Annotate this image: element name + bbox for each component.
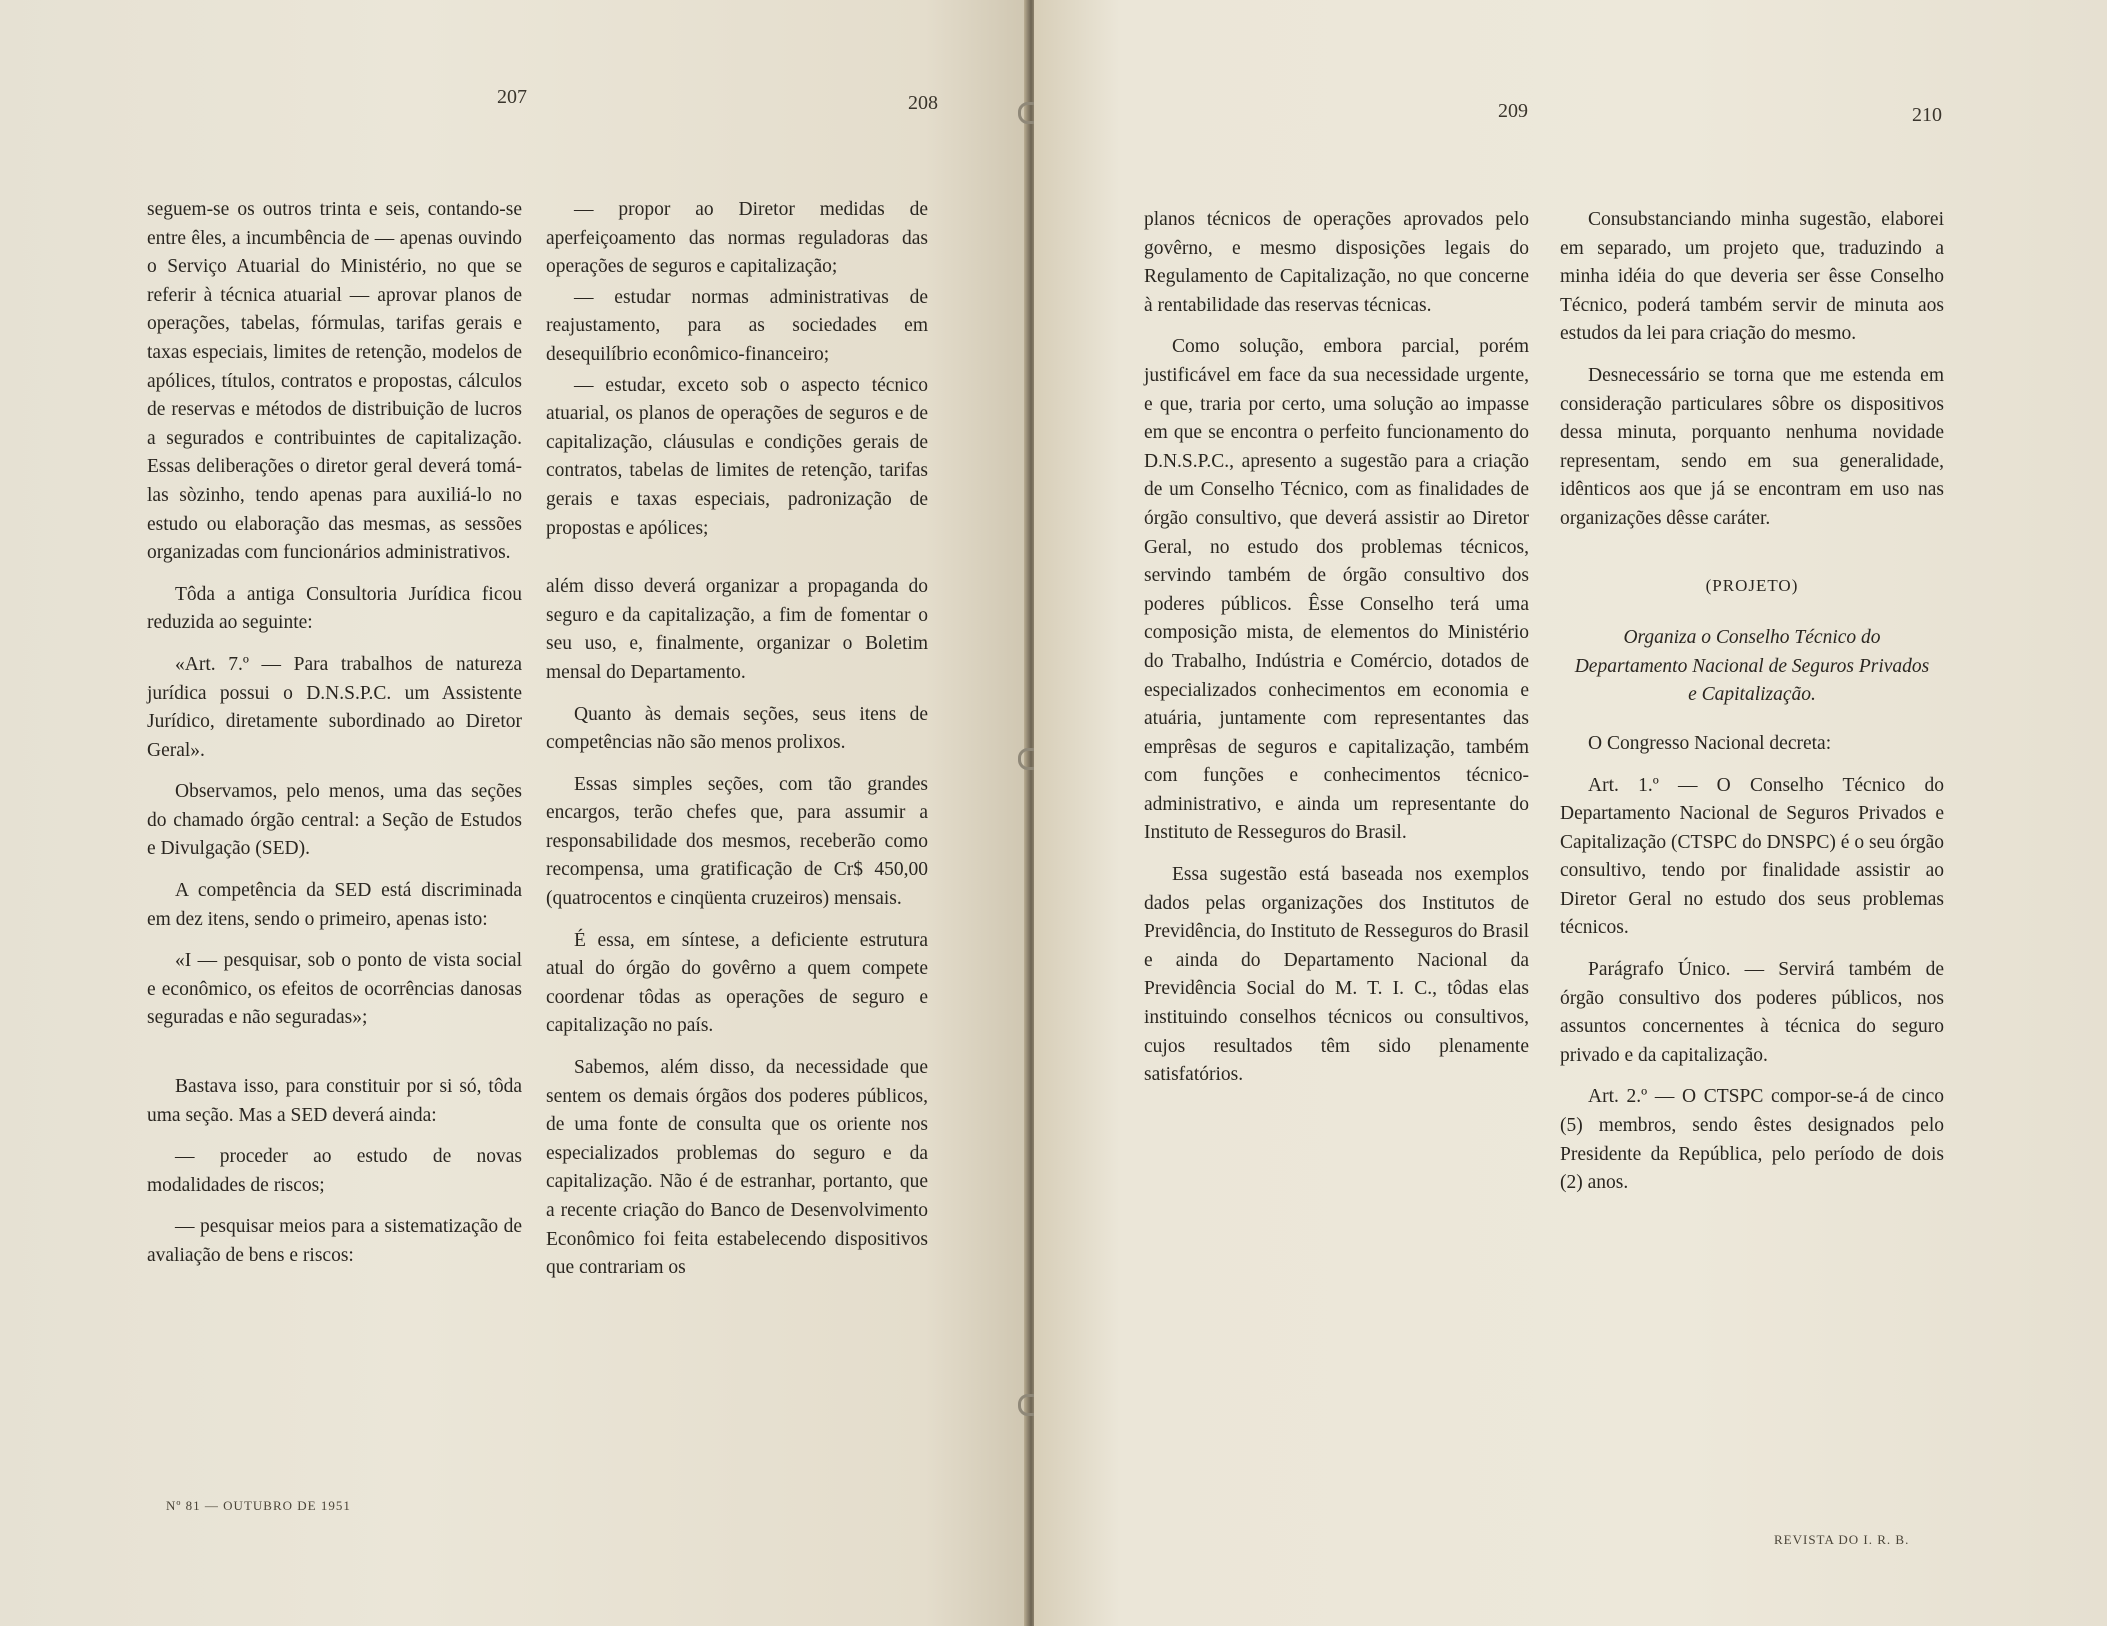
paragraph: O Congresso Nacional decreta: [1588, 732, 1832, 754]
paragraph: «I — pesquisar, sob o ponto de vista social e econômico, os efeitos de ocorrências danosas seguradas e não seguradas»; [147, 950, 522, 1029]
paragraph: «Art. 7.º — Para trabalhos de natureza jurídica possui o D.N.S.P.C. um Assistente Jurídico, diretamente subordinado ao Diretor Geral». [147, 653, 522, 761]
paragraph: — estudar, exceto sob o aspecto técnico atuarial, os planos de operações de seguros e de capitalização, cláusulas e condições gerais de contratos, tabelas de limites de retenção, tarifas gerais e taxas especiais, padronização de propostas e apólices; [546, 374, 928, 539]
paragraph: Essas simples seções, com tão grandes encargos, terão chefes que, para assumir a responsabilidade dos mesmos, receberão como recompensa, uma gratificação de Cr$ 450,00 (quatrocentos e cinqüenta cruzeiros) mensais. [546, 773, 928, 910]
paragraph: Sabemos, além disso, da necessidade que sentem os demais órgãos dos poderes públicos, de uma fonte de consulta que os oriente nos especializados problemas do seguro e da capitalização. Não é de estranhar, portanto, que a recente criação do Banco de Desenvolvimento Econômico foi feita estabelecendo dispositivos que contrariam os [546, 1057, 928, 1279]
paragraph: Essa sugestão está baseada nos exemplos dados pelas organizações dos Institutos de Previdência, do Instituto de Resseguros do Brasil e ainda do Departamento Nacional da Previdência Social do M. T. I. C., tôdas elas instituindo conselhos técnicos ou consultivos, cujos resultados têm sido plenamente satisfatórios. [1144, 864, 1529, 1086]
left-page [0, 0, 1028, 1626]
paragraph: Consubstanciando minha sugestão, elaborei em separado, um projeto que, traduzindo a minha idéia do que deveria ser êsse Conselho Técnico, poderá também servir de minuta aos estudos da lei para criação do mesmo. [1560, 209, 1944, 345]
paragraph: Bastava isso, para constituir por si só, tôda uma seção. Mas a SED deverá ainda: [147, 1076, 522, 1126]
paragraph: Art. 1.º — O Conselho Técnico do Departamento Nacional de Seguros Privados e Capitalização (CTSPC do DNSPC) é o seu órgão consultivo, tendo por finalidade assistir ao Diretor Geral no estudo dos seus problemas técnicos. [1560, 774, 1944, 939]
project-heading: (PROJETO) [1705, 575, 1799, 595]
paragraph: É essa, em síntese, a deficiente estrutura atual do órgão do govêrno a quem compete coordenar tôdas as operações de seguro e capitalização no país. [546, 929, 928, 1037]
page-number-210: 210 [1912, 104, 1942, 126]
paragraph: Parágrafo Único. — Servirá também de órgão consultivo dos poderes públicos, nos assuntos concernentes à técnica do seguro privado e da capitalização. [1560, 959, 1944, 1066]
paragraph: — pesquisar meios para a sistematização de avaliação de bens e riscos: [147, 1216, 522, 1266]
paragraph: seguem-se os outros trinta e seis, contando-se entre êles, a incumbência de — apenas ouvindo o Serviço Atuarial do Ministério, no que se referir à técnica atuarial — aprovar planos de operações, tabelas, fórmulas, tarifas gerais e taxas especiais, limites de retenção, modelos de apólices, títulos, contratos e propostas, cálculos de reservas e métodos de distribuição de lucros a segurados e contribuintes de capitalização. Essas deliberações o diretor geral deverá tomá-las sòzinho, tendo apenas para auxiliá-lo no estudo ou elaboração das mesmas, as sessões organizadas com funcionários administrativos. [147, 199, 522, 564]
paragraph: Observamos, pelo menos, uma das seções do chamado órgão central: a Seção de Estudos e Divulgação (SED). [147, 781, 522, 860]
footer-right: REVISTA DO I. R. B. [1774, 1532, 1910, 1547]
paragraph: — proceder ao estudo de novas modalidades de riscos; [147, 1146, 522, 1196]
column-209 [1144, 206, 1529, 1103]
project-ementa: Organiza o Conselho Técnico do Departamento Nacional de Seguros Privados e Capitalização. [1574, 627, 1930, 706]
paragraph: planos técnicos de operações aprovados pelo govêrno, e mesmo disposições legais do Regulamento de Capitalização, no que concerne à rentabilidade das reservas técnicas. [1144, 209, 1529, 316]
paragraph: A competência da SED está discriminada em dez itens, sendo o primeiro, apenas isto: [147, 880, 522, 930]
page-number-209: 209 [1498, 100, 1528, 122]
paragraph: além disso deverá organizar a propaganda do seguro e da capitalização, a fim de fomentar o seu uso, e, finalmente, organizar o Boletim mensal do Departamento. [546, 576, 928, 683]
footer-left: Nº 81 — OUTUBRO DE 1951 [166, 1498, 351, 1513]
column-207 [147, 196, 522, 1284]
paragraph: — estudar normas administrativas de reajustamento, para as sociedades em desequilíbrio econômico-financeiro; [546, 286, 928, 365]
paragraph: Art. 2.º — O CTSPC compor-se-á de cinco (5) membros, sendo êstes designados pelo Presidente da República, pelo período de dois (2) anos. [1560, 1086, 1944, 1194]
paragraph: — propor ao Diretor medidas de aperfeiçoamento das normas reguladoras das operações de seguros e capitalização; [546, 199, 928, 278]
paragraph: Como solução, embora parcial, porém justificável em face da sua necessidade urgente, e que, traria por certo, uma solução ao impasse em que se encontra o perfeito funcionamento do D.N.S.P.C., apresento a sugestão para a criação de um Conselho Técnico, com as finalidades de órgão consultivo, que deverá assistir ao Diretor Geral, no estudo dos problemas técnicos, servindo também de órgão consultivo dos poderes públicos. Êsse Conselho terá uma composição mista, de elementos do Ministério do Trabalho, Indústria e Comércio, dotados de especializados conhecimentos em economia e atuária, juntamente com representantes das emprêsas de seguros e capitalização, também com funções e conhecimentos técnico-administrativo, e ainda um representante do Instituto de Resseguros do Brasil. [1144, 336, 1529, 844]
paragraph: Quanto às demais seções, seus itens de competências não são menos prolixos. [546, 703, 928, 754]
column-210 [1560, 206, 1944, 1211]
paragraph: Tôda a antiga Consultoria Jurídica ficou reduzida ao seguinte: [147, 583, 522, 634]
right-page [1034, 0, 2107, 1626]
column-208 [546, 196, 928, 1296]
page-number-207: 207 [497, 86, 527, 108]
paragraph: Desnecessário se torna que me estenda em consideração particulares sôbre os dispositivos dessa minuta, porquanto nenhuma novidade representam, sendo em sua generalidade, idênticos aos que já se encontram em uso nas organizações dêsse caráter. [1560, 364, 1944, 529]
page-number-208: 208 [908, 92, 938, 114]
